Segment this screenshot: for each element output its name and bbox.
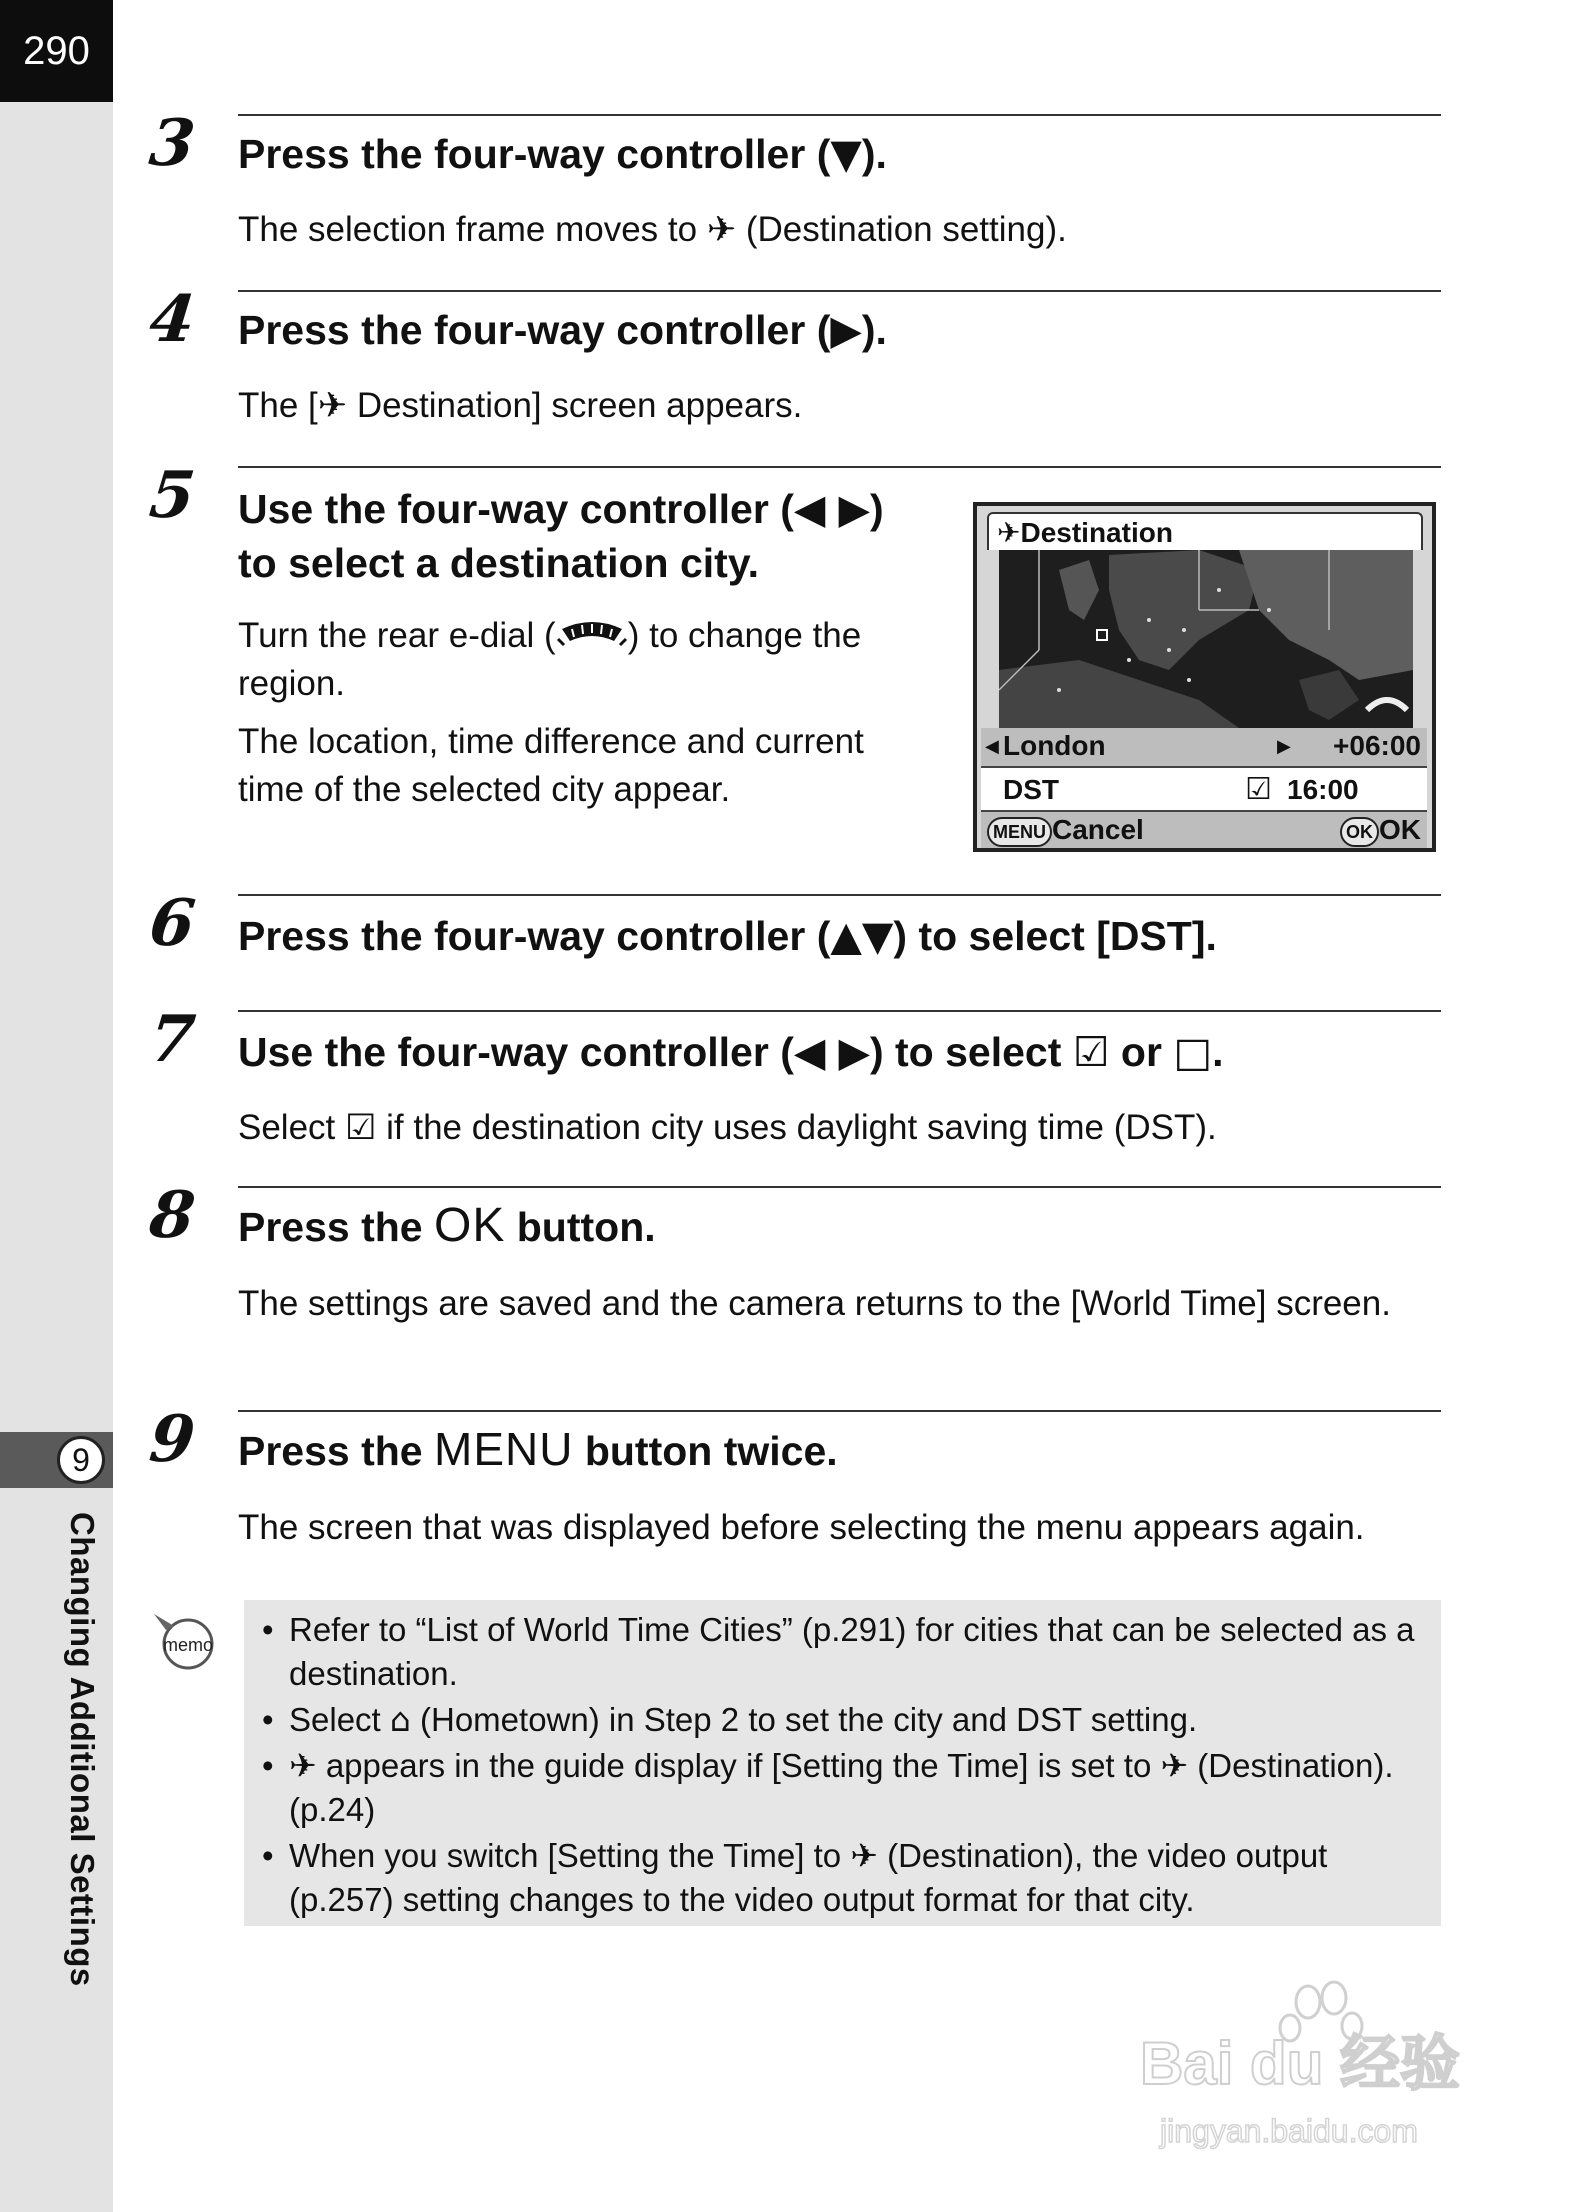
dst-row bbox=[981, 766, 1427, 812]
divider bbox=[238, 290, 1441, 292]
memo-item: • Select ⌂ (Hometown) in Step 2 to set the city and DST setting. bbox=[244, 1698, 1425, 1742]
ok-button-icon: OK bbox=[1340, 817, 1379, 847]
step-number-9: 9 bbox=[146, 1402, 199, 1477]
divider bbox=[238, 894, 1441, 896]
checkbox-checked-icon: ☑ bbox=[1072, 1028, 1110, 1076]
step-9-heading: Press the MENU button twice. bbox=[238, 1423, 838, 1475]
memo-item: • Refer to “List of World Time Cities” (p.291) for cities that can be selected as a destination. bbox=[244, 1608, 1425, 1696]
step-4-body: The [✈ Destination] screen appears. bbox=[238, 386, 803, 426]
checkbox-checked-icon: ☑ bbox=[345, 1108, 377, 1148]
airplane-icon: ✈ bbox=[997, 516, 1021, 549]
left-arrow-icon: ◀ bbox=[985, 736, 999, 757]
menu-button-icon: MENU bbox=[987, 817, 1052, 847]
cancel-guide: MENU Cancel bbox=[987, 814, 1144, 847]
world-map bbox=[999, 550, 1413, 728]
airplane-icon: ✈ bbox=[1160, 1746, 1189, 1785]
checkbox-empty-icon: □ bbox=[1173, 1028, 1213, 1076]
step-number-7: 7 bbox=[146, 1002, 199, 1077]
step-3-body: The selection frame moves to ✈ (Destination setting). bbox=[238, 210, 1067, 250]
divider bbox=[238, 1010, 1441, 1012]
step-number-6: 6 bbox=[146, 886, 199, 961]
paw-logo-icon bbox=[1130, 1972, 1510, 2152]
airplane-icon: ✈ bbox=[706, 210, 737, 250]
camera-title: ✈Destination bbox=[997, 516, 1173, 549]
step-number-8: 8 bbox=[146, 1178, 199, 1253]
watermark-brand: Bai du 经验 bbox=[1140, 2030, 1461, 2097]
dst-label: DST bbox=[1003, 774, 1059, 805]
memo-box bbox=[244, 1600, 1441, 1926]
divider bbox=[238, 1410, 1441, 1412]
checkbox-checked-icon: ☑ bbox=[1245, 772, 1272, 807]
e-dial-icon bbox=[556, 619, 628, 653]
camera-button-bar bbox=[981, 812, 1427, 848]
step-6-heading: Press the four-way controller (▲▼) to select [DST]. bbox=[238, 912, 1217, 960]
city-row bbox=[981, 728, 1427, 766]
right-arrow-icon: ▶ bbox=[1277, 736, 1291, 757]
svg-text:memo: memo bbox=[162, 1635, 214, 1655]
step-7-heading: Use the four-way controller (◀ ▶) to select ☑ or □. bbox=[238, 1028, 1224, 1076]
memo-item: • When you switch [Setting the Time] to ✈ (Destination), the video output (p.257) setting changes to the video output format for that city. bbox=[244, 1834, 1425, 1922]
page-number: 290 bbox=[0, 0, 113, 102]
city-name: London bbox=[1003, 730, 1106, 761]
chapter-title: Changing Additional Settings bbox=[64, 1512, 101, 1987]
camera-destination-screen bbox=[973, 502, 1436, 852]
memo-icon bbox=[150, 1610, 220, 1670]
world-map-graphic bbox=[999, 550, 1413, 728]
menu-key-label: MENU bbox=[434, 1423, 574, 1475]
step-3-heading: Press the four-way controller (▼). bbox=[238, 130, 887, 178]
watermark bbox=[1130, 1972, 1510, 2152]
airplane-icon: ✈ bbox=[317, 386, 348, 426]
divider bbox=[238, 1186, 1441, 1188]
step-7-body: Select ☑ if the destination city uses daylight saving time (DST). bbox=[238, 1108, 1217, 1148]
divider bbox=[238, 114, 1441, 116]
chapter-number: 9 bbox=[57, 1436, 105, 1484]
time-offset: +06:00 bbox=[1333, 730, 1421, 761]
step-5-body-1: Turn the rear e-dial ( ) to change the region. bbox=[238, 616, 862, 703]
home-icon: ⌂ bbox=[389, 1700, 411, 1739]
watermark-url: jingyan.baidu.com bbox=[1160, 2113, 1418, 2149]
ok-guide: OK OK bbox=[1340, 814, 1421, 847]
step-number-5: 5 bbox=[146, 458, 199, 533]
step-5-body-2: The location, time difference and current time of the selected city appear. bbox=[238, 722, 864, 809]
step-9-body: The screen that was displayed before selecting the menu appears again. bbox=[238, 1508, 1365, 1547]
airplane-icon: ✈ bbox=[289, 1746, 317, 1785]
step-4-heading: Press the four-way controller (▶). bbox=[238, 306, 887, 354]
step-number-3: 3 bbox=[146, 106, 199, 181]
step-5-heading: Use the four-way controller (◀ ▶) to select a destination city. bbox=[238, 485, 884, 586]
memo-list bbox=[244, 1600, 1441, 1922]
memo-item: • ✈ appears in the guide display if [Setting the Time] is set to ✈ (Destination). (p.24) bbox=[244, 1744, 1425, 1832]
step-number-4: 4 bbox=[146, 282, 199, 357]
ok-key-label: OK bbox=[434, 1199, 506, 1252]
step-8-body: The settings are saved and the camera returns to the [World Time] screen. bbox=[238, 1284, 1391, 1323]
divider bbox=[238, 466, 1441, 468]
step-8-heading: Press the OK button. bbox=[238, 1199, 656, 1252]
current-time: 16:00 bbox=[1287, 774, 1359, 805]
airplane-icon: ✈ bbox=[850, 1836, 878, 1875]
